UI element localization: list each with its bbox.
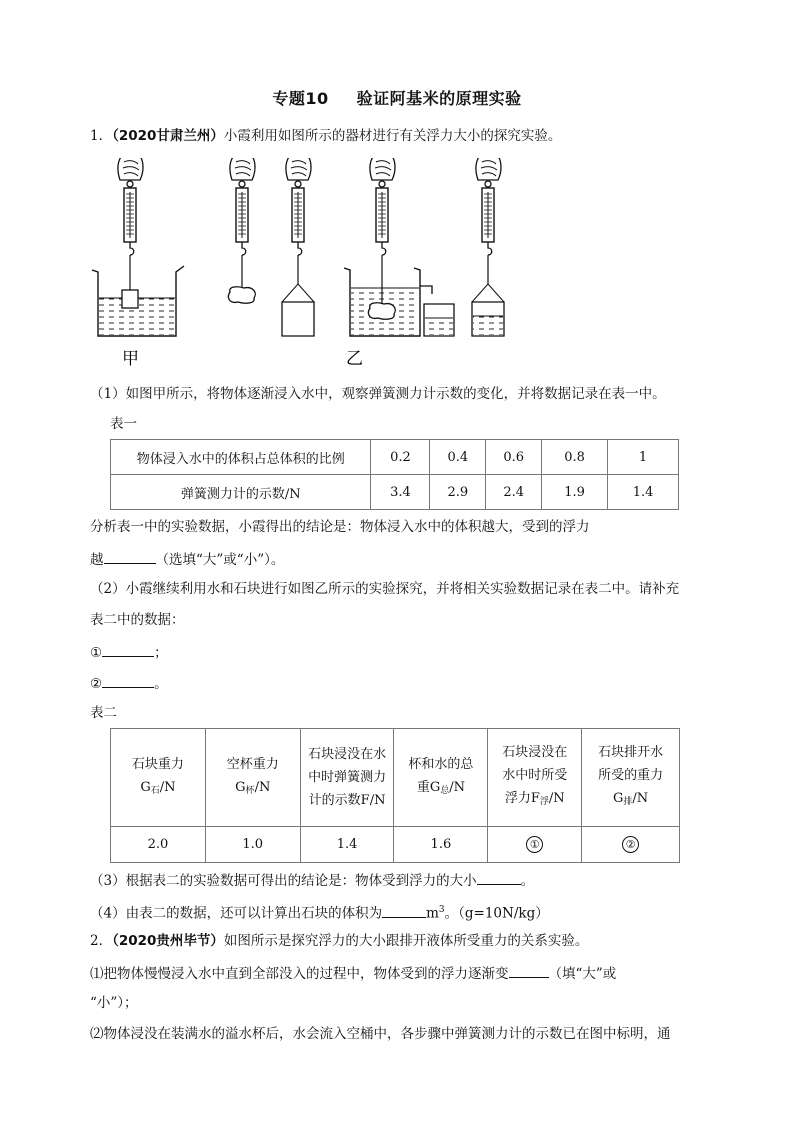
- table-row: [111, 827, 680, 863]
- fig-b-empty-cup: [282, 158, 314, 336]
- table1-row1-head: 物体浸入水中的体积占总体积的比例: [111, 440, 371, 475]
- q1-source: （2020甘肃兰州）: [112, 128, 224, 144]
- header-unit: /N: [548, 791, 565, 806]
- header-line: [111, 776, 205, 803]
- table-cell: 2.9: [430, 475, 486, 510]
- q2-part1-line-a: [90, 963, 616, 983]
- header-line: [206, 776, 300, 803]
- table-cell: 1.0: [205, 827, 300, 863]
- table-cell: 2.4: [486, 475, 542, 510]
- q1-analysis-line-b: [90, 549, 284, 569]
- q2-number: 2．: [90, 933, 113, 949]
- circle-mark-cell-1: ①: [526, 836, 543, 853]
- table-cell: 2.0: [111, 827, 206, 863]
- circle-mark-cell-2: ②: [622, 836, 639, 853]
- header-subscript: 石: [150, 785, 160, 796]
- q1-part2-line-a: （2）小霞继续利用水和石块进行如图乙所示的实验探究，并将相关实验数据记录在表二中。请补充: [90, 581, 680, 597]
- fig-label-a: 甲: [122, 349, 139, 368]
- part3-end: 。: [520, 873, 535, 889]
- q1-part2-line-b: 表二中的数据：: [90, 612, 185, 628]
- fig-b-overflow-cup: [344, 158, 454, 336]
- answer-blank-4[interactable]: [382, 903, 426, 918]
- blank1-end: ；: [154, 645, 168, 661]
- q2-stem: 如图所示是探究浮力的大小跟排开液体所受重力的关系实验。: [223, 933, 589, 949]
- header-stone-weight: [111, 729, 206, 827]
- header-symbol: G: [612, 791, 624, 806]
- table-cell: 3.4: [371, 475, 430, 510]
- answer-blank-3[interactable]: [477, 870, 521, 885]
- header-unit: /N: [254, 779, 271, 795]
- q2-part1-text: ⑴把物体慢慢浸入水中直到全部没入的过程中，物体受到的浮力逐渐变: [90, 966, 509, 982]
- header-line: 所受的重力: [598, 768, 664, 783]
- table2-caption: 表二: [90, 705, 117, 721]
- table-cell: [488, 827, 582, 863]
- table-cell: 1.4: [608, 475, 679, 510]
- q2-source: （2020贵州毕节）: [112, 933, 224, 949]
- header-line: 中时弹簧测力: [308, 770, 387, 785]
- answer-blank[interactable]: [104, 549, 156, 564]
- table-cell: 1: [608, 440, 679, 475]
- table-cell: 1.9: [542, 475, 608, 510]
- header-line: 杯和水的总: [408, 756, 474, 772]
- header-line: [582, 787, 679, 814]
- header-unit: /N: [449, 779, 465, 795]
- header-subscript: 排: [623, 797, 633, 807]
- header-subscript: 杯: [245, 785, 255, 796]
- analysis-pre: 越: [90, 552, 104, 568]
- part4-text: （4）由表二的数据，还可以计算出石块的体积为: [90, 905, 383, 922]
- q1-part3: [90, 870, 534, 890]
- q1-stem: 小霞利用如图所示的器材进行有关浮力大小的探究实验。: [223, 128, 562, 144]
- blank2-end: 。: [154, 676, 168, 692]
- q1-analysis-line-a: 分析表一中的实验数据，小霞得出的结论是：物体浸入水中的体积越大，受到的浮力: [90, 519, 590, 535]
- part3-text: （3）根据表二的实验数据可得出的结论是：物体受到浮力的大小: [90, 873, 477, 889]
- header-line: 空杯重力: [226, 756, 279, 772]
- q2-part1-line-b: “小”）；: [90, 995, 138, 1011]
- q2-stem-line: [90, 932, 588, 950]
- table-cell: 0.4: [430, 440, 486, 475]
- header-line: 计的示数F/N: [308, 793, 386, 808]
- header-unit: /N: [632, 791, 649, 806]
- table-cell: [582, 827, 680, 863]
- q1-number: 1．: [90, 128, 113, 144]
- fig-a-setup: [92, 158, 184, 336]
- fig-label-b: 乙: [346, 349, 363, 368]
- q1-part4: [90, 901, 549, 923]
- part4-exponent: 3: [438, 905, 445, 915]
- analysis-post: （选填“大”或“小”）。: [155, 552, 285, 568]
- table1-caption: 表一: [110, 416, 137, 432]
- header-symbol: G: [140, 779, 151, 795]
- part4-unit: m: [426, 905, 439, 922]
- page-title: [0, 86, 794, 109]
- table-cell: 0.6: [486, 440, 542, 475]
- table1-row2-head: 弹簧测力计的示数/N: [111, 475, 371, 510]
- q2-part2: ⑵物体浸没在装满水的溢水杯后，水会流入空桶中，各步骤中弹簧测力计的示数已在图中标明，通: [90, 1026, 671, 1042]
- header-symbol: G: [235, 779, 246, 795]
- table-cell: 1.6: [394, 827, 488, 863]
- header-buoyancy: [488, 729, 582, 827]
- title-number: 专题10: [272, 89, 329, 108]
- fig-b-cup-with-water: [472, 158, 504, 336]
- experiment-figure: [88, 158, 628, 368]
- header-cup-water-weight: [394, 729, 488, 827]
- header-unit: /N: [159, 779, 176, 795]
- circle-mark-1: ①: [90, 645, 103, 661]
- table-row: [111, 440, 679, 475]
- header-symbol: 浮力F: [504, 791, 540, 806]
- table-row: [111, 475, 679, 510]
- answer-blank-1[interactable]: [102, 642, 154, 657]
- table-two: [110, 728, 680, 863]
- q2-part1-end: （填“大”或: [548, 966, 617, 982]
- q1-blank1-line: [90, 642, 168, 662]
- header-line: [394, 776, 487, 803]
- q1-blank2-line: [90, 673, 168, 693]
- header-scale-reading: [300, 729, 394, 827]
- header-line: 石块浸没在: [502, 745, 568, 760]
- table-cell: 1.4: [300, 827, 394, 863]
- header-line: [488, 787, 581, 814]
- header-empty-cup-weight: [205, 729, 300, 827]
- table-one: [110, 439, 679, 510]
- q1-part1: （1）如图甲所示，将物体逐渐浸入水中，观察弹簧测力计示数的变化，并将数据记录在表一中。: [90, 386, 666, 402]
- table-cell: 0.2: [371, 440, 430, 475]
- title-text: 验证阿基米的原理实验: [356, 89, 522, 108]
- header-line: 石块排开水: [598, 745, 664, 760]
- header-symbol: 重G: [416, 779, 441, 795]
- answer-blank-5[interactable]: [509, 963, 549, 978]
- q1-stem-line: [90, 127, 561, 145]
- header-subscript: 总: [440, 785, 450, 796]
- circle-mark-2: ②: [90, 676, 103, 692]
- fig-b-stone: [228, 158, 255, 303]
- table-cell: 0.8: [542, 440, 608, 475]
- header-displaced-water-weight: [582, 729, 680, 827]
- part4-end: 。（g=10N/kg）: [444, 905, 549, 922]
- header-line: 石块重力: [131, 756, 184, 772]
- header-line: 石块浸没在水: [308, 747, 387, 762]
- header-line: 水中时所受: [502, 768, 568, 783]
- header-subscript: 浮: [539, 797, 549, 807]
- answer-blank-2[interactable]: [102, 673, 154, 688]
- table-header-row: [111, 729, 680, 827]
